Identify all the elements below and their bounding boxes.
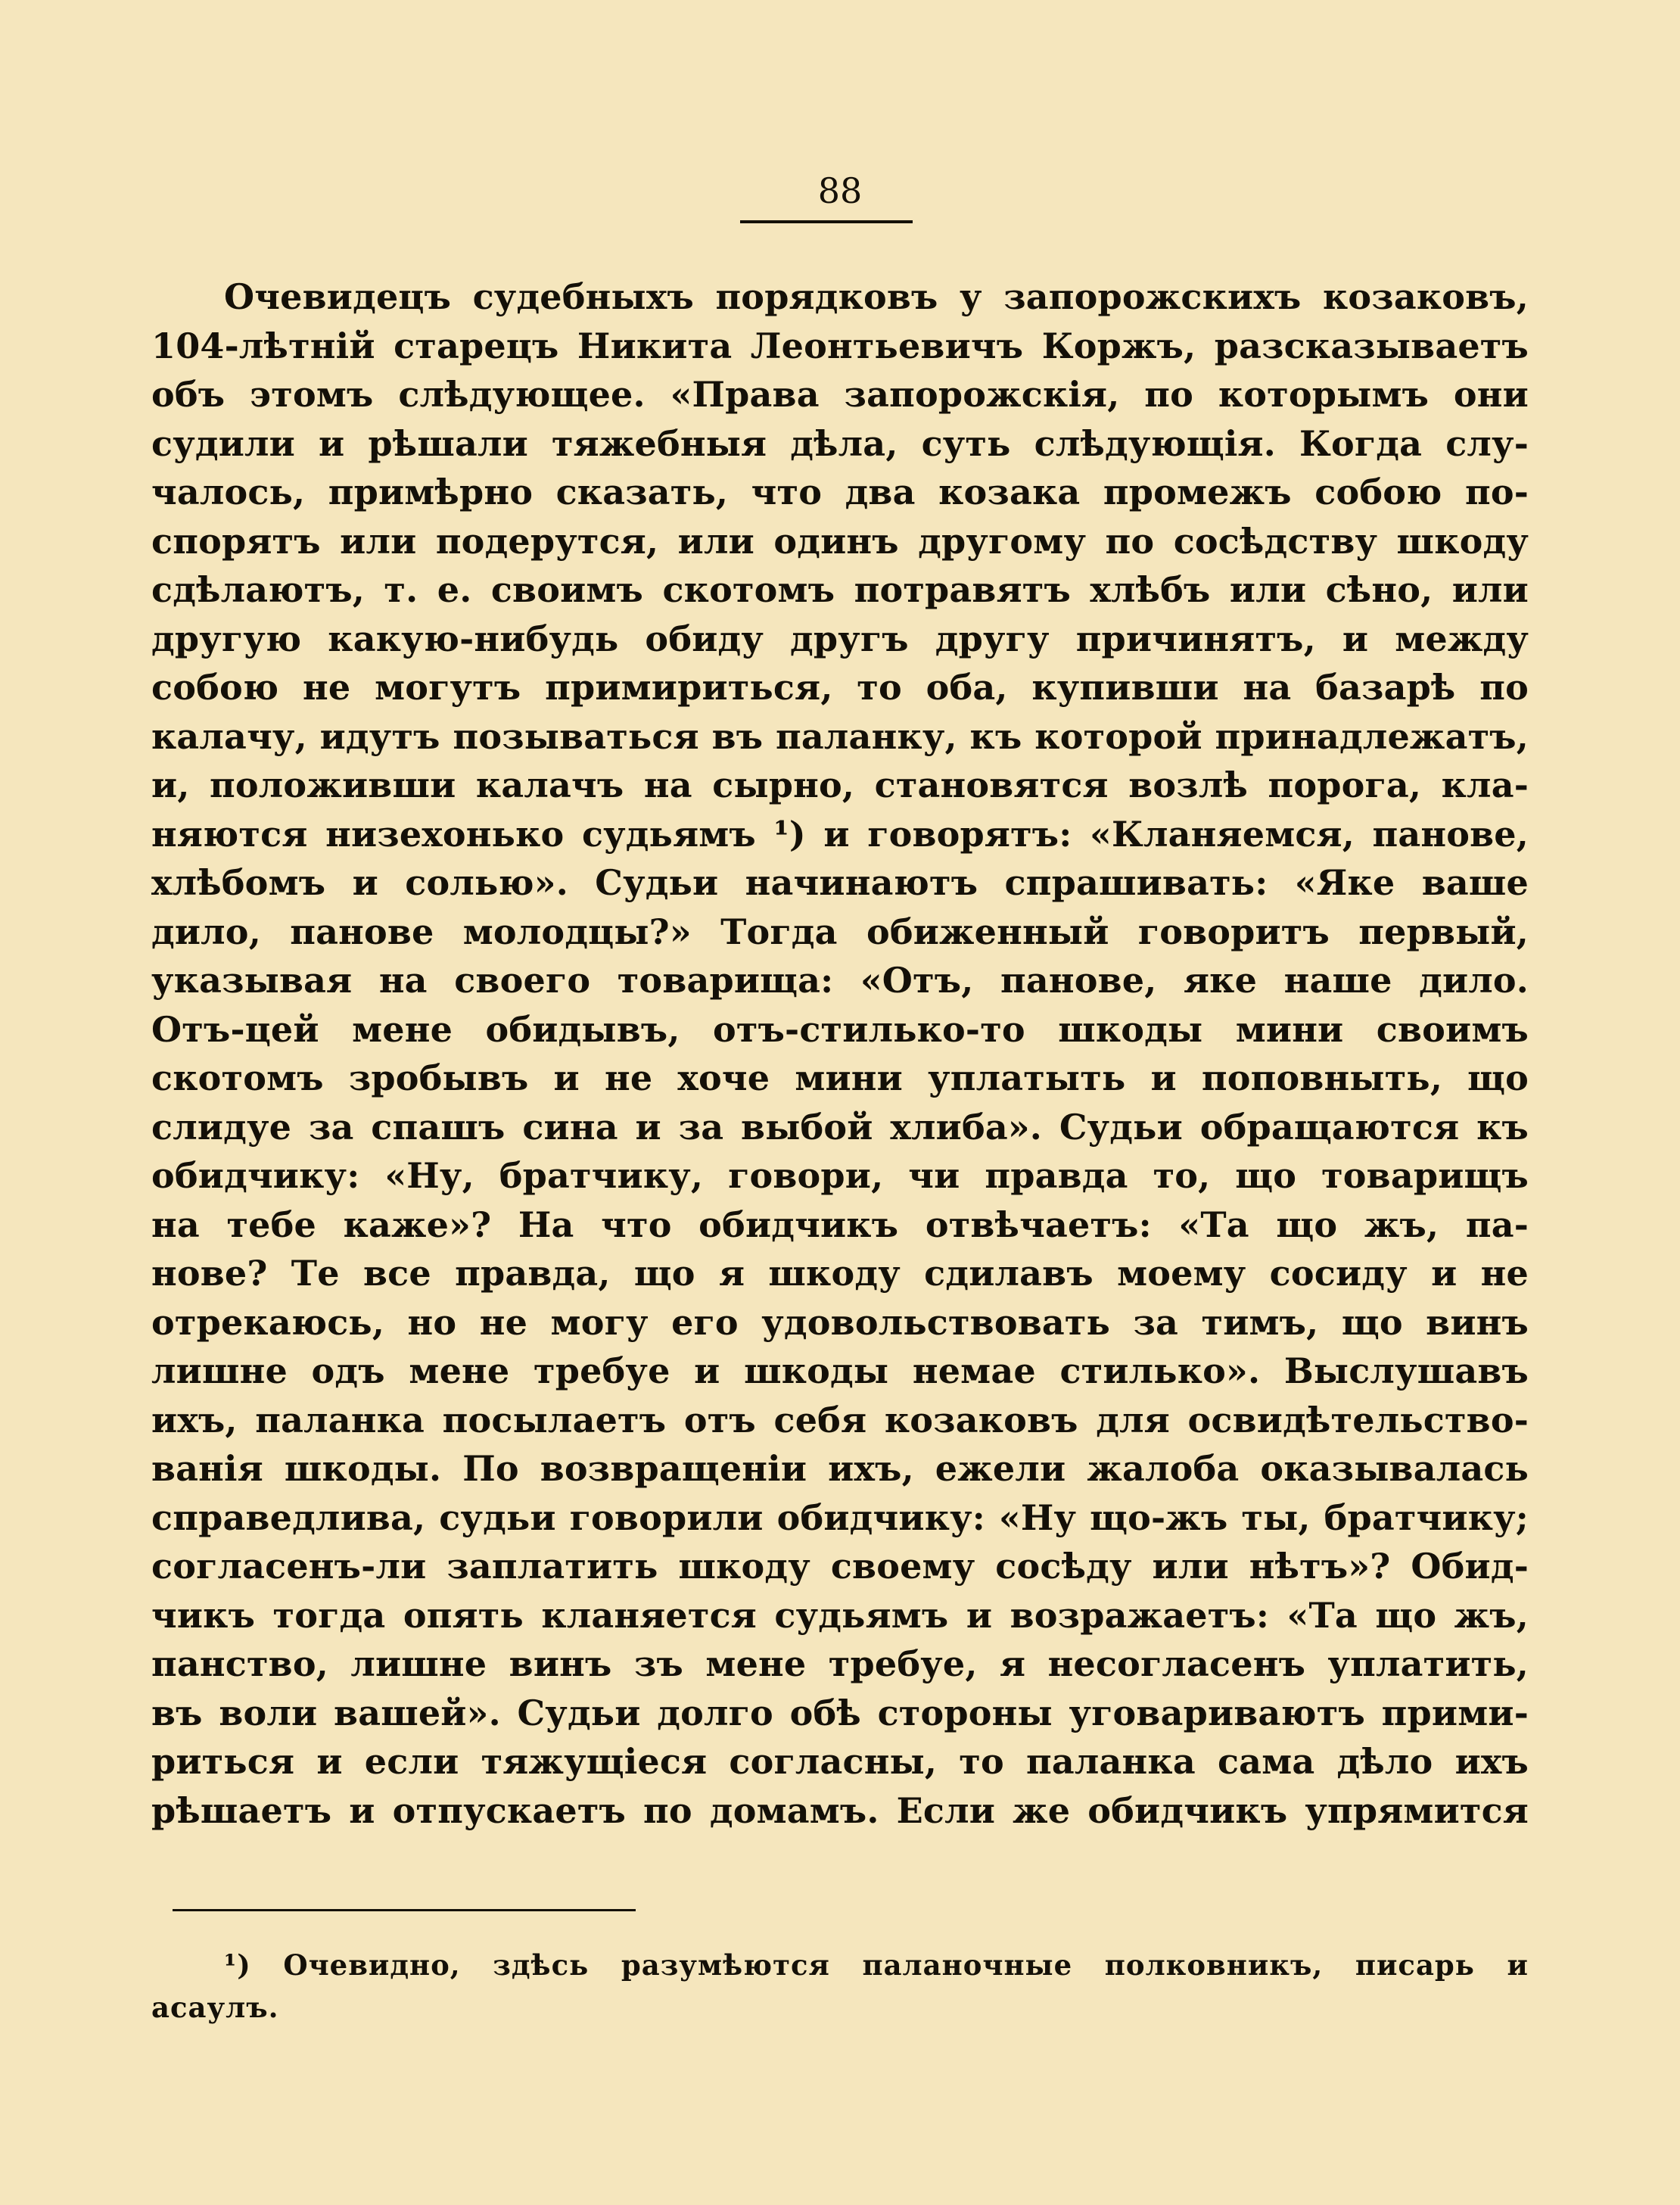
text-line: ихъ, паланка посылаетъ отъ себя козаковъ для освидѣтельство- — [151, 1399, 1529, 1440]
text-line: чалось, примѣрно сказать, что два козака промежъ собою по- — [151, 472, 1529, 512]
text-line: нове? Те все правда, що я шкоду сдилавъ моему сосиду и не — [151, 1253, 1529, 1294]
text-line: чикъ тогда опять кланяется судьямъ и возражаетъ: «Та що жъ, — [151, 1594, 1529, 1636]
text-line: обидчику: «Ну, братчику, говори, чи правда то, що товарищъ — [151, 1155, 1529, 1196]
text-line: спорятъ или подерутся, или одинъ другому по сосѣдству шкоду — [151, 520, 1529, 562]
body-text — [151, 273, 1529, 1835]
text-line: Очевидецъ судебныхъ порядковъ у запорожскихъ козаковъ, — [224, 276, 1529, 317]
text-line: слидуе за спашъ сина и за выбой хлиба». Судьи обращаются къ — [151, 1106, 1529, 1148]
text-line: панство, лишне винъ зъ мене требуе, я несогласенъ уплатить, — [151, 1643, 1529, 1684]
text-line: другую какую-нибудь обиду другъ другу причинятъ, и между — [151, 618, 1529, 659]
text-line: 104-лѣтній старецъ Никита Леонтьевичъ Коржъ, разсказываетъ — [151, 325, 1529, 366]
text-line: скотомъ зробывъ и не хоче мини уплатыть и поповныть, що — [151, 1057, 1529, 1098]
text-line: ванія шкоды. По возвращеніи ихъ, ежели жалоба оказывалась — [151, 1448, 1529, 1489]
text-line: судили и рѣшали тяжебныя дѣла, суть слѣдующія. Когда слу- — [151, 422, 1529, 464]
footnotes — [151, 1944, 1529, 2029]
text-line: дило, панове молодцы?» Тогда обиженный говоритъ первый, — [151, 911, 1529, 952]
text-line: справедлива, судьи говорили обидчику: «Ну що-жъ ты, братчику; — [151, 1496, 1529, 1538]
text-line: няются низехонько судьямъ ¹) и говорятъ: «Кланяемся, панове, — [151, 813, 1529, 855]
text-line: калачу, идутъ позываться въ паланку, къ которой принадлежатъ, — [151, 715, 1529, 757]
text-line: въ воли вашей». Судьи долго обѣ стороны уговариваютъ прими- — [151, 1692, 1529, 1733]
text-line: риться и если тяжущіеся согласны, то паланка сама дѣло ихъ — [151, 1741, 1529, 1782]
text-line: согласенъ-ли заплатить шкоду своему сосѣду или нѣтъ»? Обид- — [151, 1546, 1529, 1587]
text-line: собою не могутъ примириться, то оба, купивши на базарѣ по — [151, 667, 1529, 708]
footnote-line: ¹) Очевидно, здѣсь разумѣются паланочные полковникъ, писарь и — [224, 1948, 1529, 1982]
text-line: сдѣлаютъ, т. е. своимъ скотомъ потравятъ хлѣбъ или сѣно, или — [151, 569, 1529, 610]
text-line: объ этомъ слѣдующее. «Права запорожскія, по которымъ они — [151, 374, 1529, 415]
text-line: отрекаюсь, но не могу его удовольствовать за тимъ, що винъ — [151, 1301, 1529, 1343]
text-line: указывая на своего товарища: «Отъ, панове, яке наше дило. — [151, 960, 1529, 1001]
text-line: хлѣбомъ и солью». Судьи начинаютъ спрашивать: «Яке ваше — [151, 862, 1529, 903]
text-line: Отъ-цей мене обидывъ, отъ-стилько-то шкоды мини своимъ — [151, 1008, 1529, 1050]
text-line: рѣшаетъ и отпускаетъ по домамъ. Если же обидчикъ упрямится — [151, 1789, 1529, 1831]
text-line: на тебе каже»? На что обидчикъ отвѣчаетъ: «Та що жъ, па- — [151, 1204, 1529, 1245]
text-line: лишне одъ мене требуе и шкоды немае стилько». Выслушавъ — [151, 1350, 1529, 1391]
footnote-line: асаулъ. — [151, 1991, 279, 2024]
page-number: 88 — [817, 170, 863, 211]
footnote-rule — [173, 1909, 636, 1911]
text-line: и, положивши калачъ на сырно, становятся возлѣ порога, кла- — [151, 765, 1529, 805]
page-number-rule — [740, 220, 913, 223]
